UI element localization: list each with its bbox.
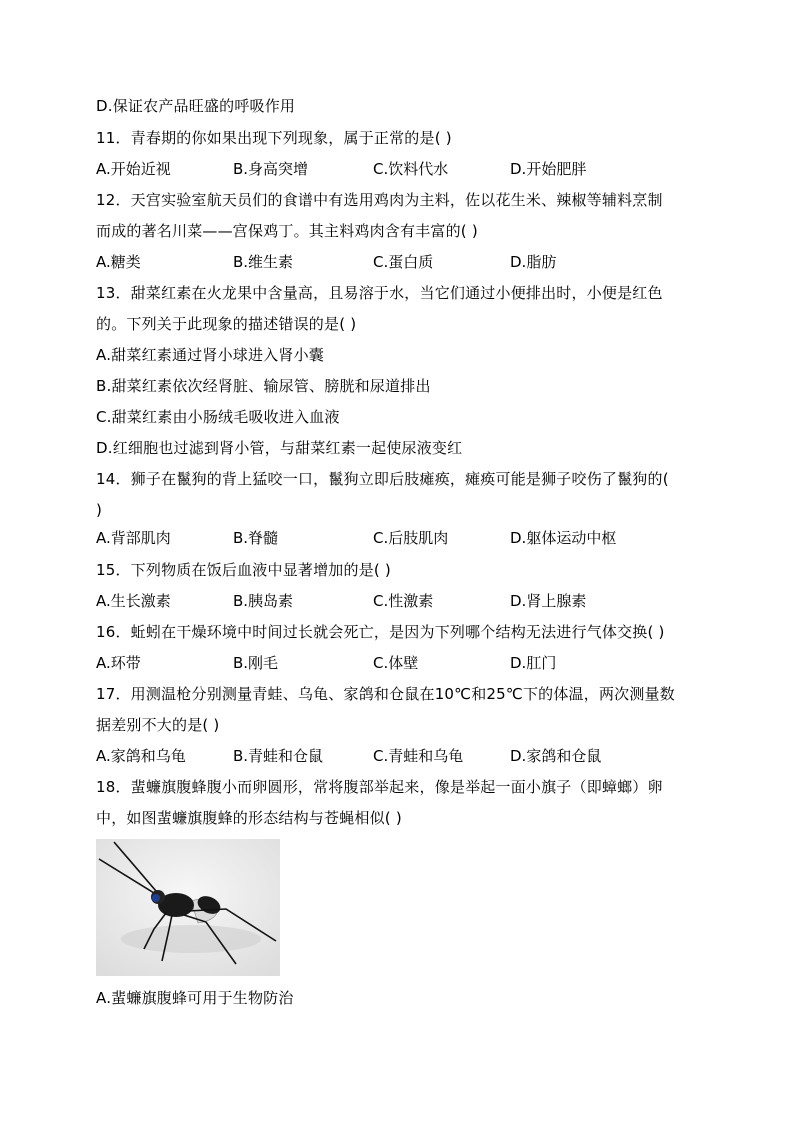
wasp-illustration-icon — [96, 839, 280, 976]
q13-option-d: D.红细胞也过滤到肾小管，与甜菜红素一起使尿液变红 — [96, 439, 463, 457]
q17-stem-line2: 据差别不大的是( ) — [96, 716, 220, 734]
q15-options — [96, 591, 706, 611]
q14-stem-line1: 14．狮子在鬣狗的背上猛咬一口，鬣狗立即后肢瘫痪，瘫痪可能是狮子咬伤了鬣狗的( — [96, 470, 669, 488]
q14-options — [96, 528, 706, 548]
q13-option-c: C.甜菜红素由小肠绒毛吸收进入血液 — [96, 408, 340, 426]
q13-stem-line1: 13．甜菜红素在火龙果中含量高，且易溶于水，当它们通过小便排出时，小便是红色 — [96, 284, 663, 302]
q11-option-b: B.身高突增 — [233, 160, 309, 178]
q11-option-a: A.开始近视 — [96, 160, 171, 178]
q14-option-a: A.背部肌肉 — [96, 529, 171, 547]
q11-option-c: C.饮料代水 — [373, 160, 449, 178]
q16-option-c: C.体壁 — [373, 654, 419, 672]
q11-options — [96, 159, 706, 179]
q12-options — [96, 252, 706, 272]
q16-option-b: B.刚毛 — [233, 654, 279, 672]
q14-option-c: C.后肢肌肉 — [373, 529, 449, 547]
wasp-photo — [96, 839, 280, 976]
q17-option-d: D.家鸽和仓鼠 — [510, 747, 602, 765]
q18-stem-line1: 18．蜚蠊旗腹蜂腹小而卵圆形，常将腹部举起来，像是举起一面小旗子（即蟑螂）卵 — [96, 778, 663, 796]
q13-option-a: A.甜菜红素通过肾小球进入肾小囊 — [96, 346, 324, 364]
q13-option-b: B.甜菜红素依次经肾脏、输尿管、膀胱和尿道排出 — [96, 377, 431, 395]
q12-option-d: D.脂肪 — [510, 253, 557, 271]
q12-option-c: C.蛋白质 — [373, 253, 434, 271]
q18-option-a: A.蜚蠊旗腹蜂可用于生物防治 — [96, 989, 294, 1007]
q17-option-a: A.家鸽和乌龟 — [96, 747, 186, 765]
q13-stem-line2: 的。下列关于此现象的描述错误的是( ) — [96, 315, 357, 333]
q15-option-a: A.生长激素 — [96, 592, 171, 610]
q16-options — [96, 653, 706, 673]
q17-options — [96, 746, 706, 766]
q18-stem-line2: 中，如图蜚蠊旗腹蜂的形态结构与苍蝇相似( ) — [96, 809, 402, 827]
q11-option-d: D.开始肥胖 — [510, 160, 587, 178]
q16-option-a: A.环带 — [96, 654, 141, 672]
q15-stem: 15．下列物质在饭后血液中显著增加的是( ) — [96, 561, 391, 579]
q12-option-b: B.维生素 — [233, 253, 294, 271]
q16-stem: 16．蚯蚓在干燥环境中时间过长就会死亡，是因为下列哪个结构无法进行气体交换( ) — [96, 623, 665, 641]
q15-option-d: D.肾上腺素 — [510, 592, 587, 610]
q10-option-d: D.保证农产品旺盛的呼吸作用 — [96, 97, 296, 115]
q15-option-c: C.性激素 — [373, 592, 434, 610]
q16-option-d: D.肛门 — [510, 654, 557, 672]
q17-stem-line1: 17．用测温枪分别测量青蛙、乌龟、家鸽和仓鼠在10℃和25℃下的体温，两次测量数 — [96, 685, 675, 703]
q17-option-c: C.青蛙和乌龟 — [373, 747, 464, 765]
q15-option-b: B.胰岛素 — [233, 592, 294, 610]
q14-stem-line2: ) — [96, 501, 103, 519]
q11-stem: 11．青春期的你如果出现下列现象，属于正常的是( ) — [96, 129, 452, 147]
q14-option-b: B.脊髓 — [233, 529, 279, 547]
q17-option-b: B.青蛙和仓鼠 — [233, 747, 324, 765]
q12-stem-line1: 12．天宫实验室航天员们的食谱中有选用鸡肉为主料，佐以花生米、辣椒等辅料烹制 — [96, 191, 663, 209]
q14-option-d: D.躯体运动中枢 — [510, 529, 617, 547]
q12-stem-line2: 而成的著名川菜——宫保鸡丁。其主料鸡肉含有丰富的( ) — [96, 222, 478, 240]
q12-option-a: A.糖类 — [96, 253, 141, 271]
